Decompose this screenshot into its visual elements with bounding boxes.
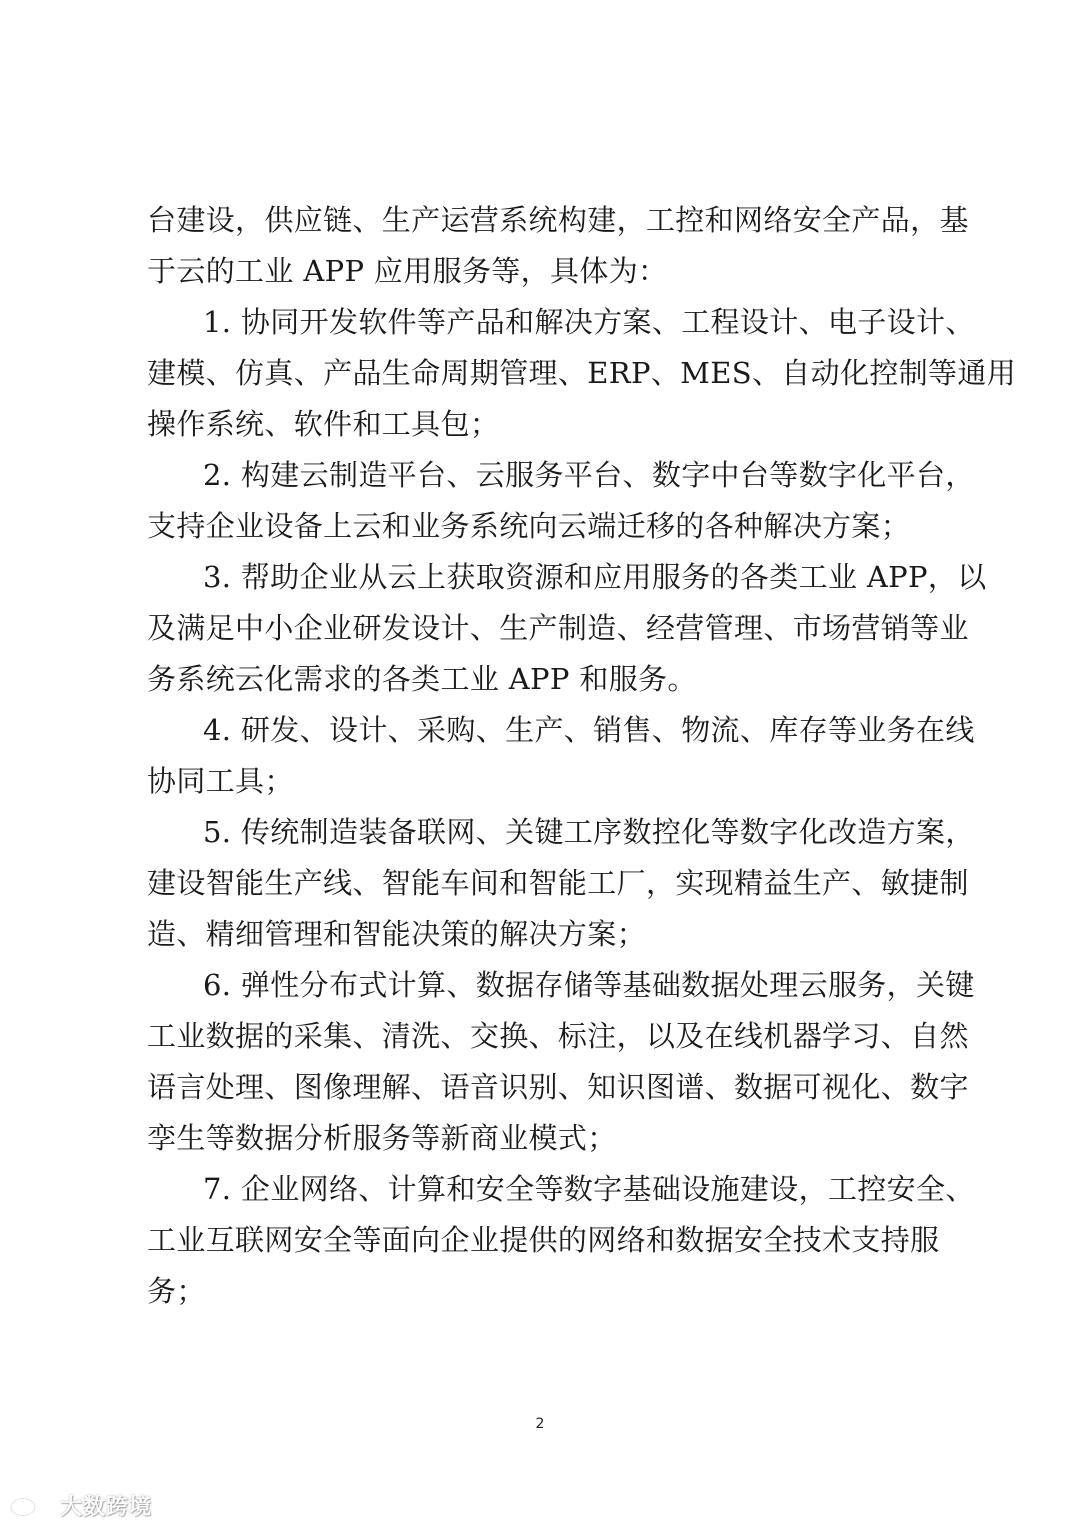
text-line: 协同工具； [147,764,294,798]
text-line: 孪生等数据分析服务等新商业模式； [147,1121,617,1155]
text-line: 务系统云化需求的各类工业 APP 和服务。 [147,662,697,696]
text-line: 语言处理、图像理解、语音识别、知识图谱、数据可视化、数字 [147,1070,969,1104]
watermark-text: 大数跨境 [60,1494,153,1520]
list-item-7-line: 7. 企业网络、计算和安全等数字基础设施建设，工控安全、 [203,1172,975,1206]
text-line: 支持企业设备上云和业务系统向云端迁移的各种解决方案； [147,509,911,543]
text-line: 工业互联网安全等面向企业提供的网络和数据安全技术支持服 [147,1223,940,1257]
list-item-2-line: 2. 构建云制造平台、云服务平台、数字中台等数字化平台， [203,458,975,492]
text-line: 工业数据的采集、清洗、交换、标注，以及在线机器学习、自然 [147,1019,969,1053]
list-item-6-line: 6. 弹性分布式计算、数据存储等基础数据处理云服务，关键 [203,968,975,1002]
page-number: 2 [535,1416,545,1432]
watermark [8,1488,152,1522]
weibo-logo-icon [8,1492,54,1518]
text-line: 于云的工业 APP 应用服务等，具体为： [147,254,668,288]
list-item-3-line: 3. 帮助企业从云上获取资源和应用服务的各类工业 APP，以 [203,560,987,594]
text-line: 及满足中小企业研发设计、生产制造、经营管理、市场营销等业 [147,611,969,645]
text-line: 建设智能生产线、智能车间和智能工厂，实现精益生产、敏捷制 [147,866,969,900]
text-line: 造、精细管理和智能决策的解决方案； [147,917,646,951]
text-line: 建模、仿真、产品生命周期管理、ERP、MES、自动化控制等通用 [147,356,1017,390]
text-line: 台建设，供应链、生产运营系统构建，工控和网络安全产品，基 [147,203,969,237]
text-line: 务； [147,1274,206,1308]
text-line: 操作系统、软件和工具包； [147,407,500,441]
list-item-1-line: 1. 协同开发软件等产品和解决方案、工程设计、电子设计、 [203,305,975,339]
list-item-5-line: 5. 传统制造装备联网、关键工序数控化等数字化改造方案， [203,815,975,849]
list-item-4-line: 4. 研发、设计、采购、生产、销售、物流、库存等业务在线 [203,713,975,747]
